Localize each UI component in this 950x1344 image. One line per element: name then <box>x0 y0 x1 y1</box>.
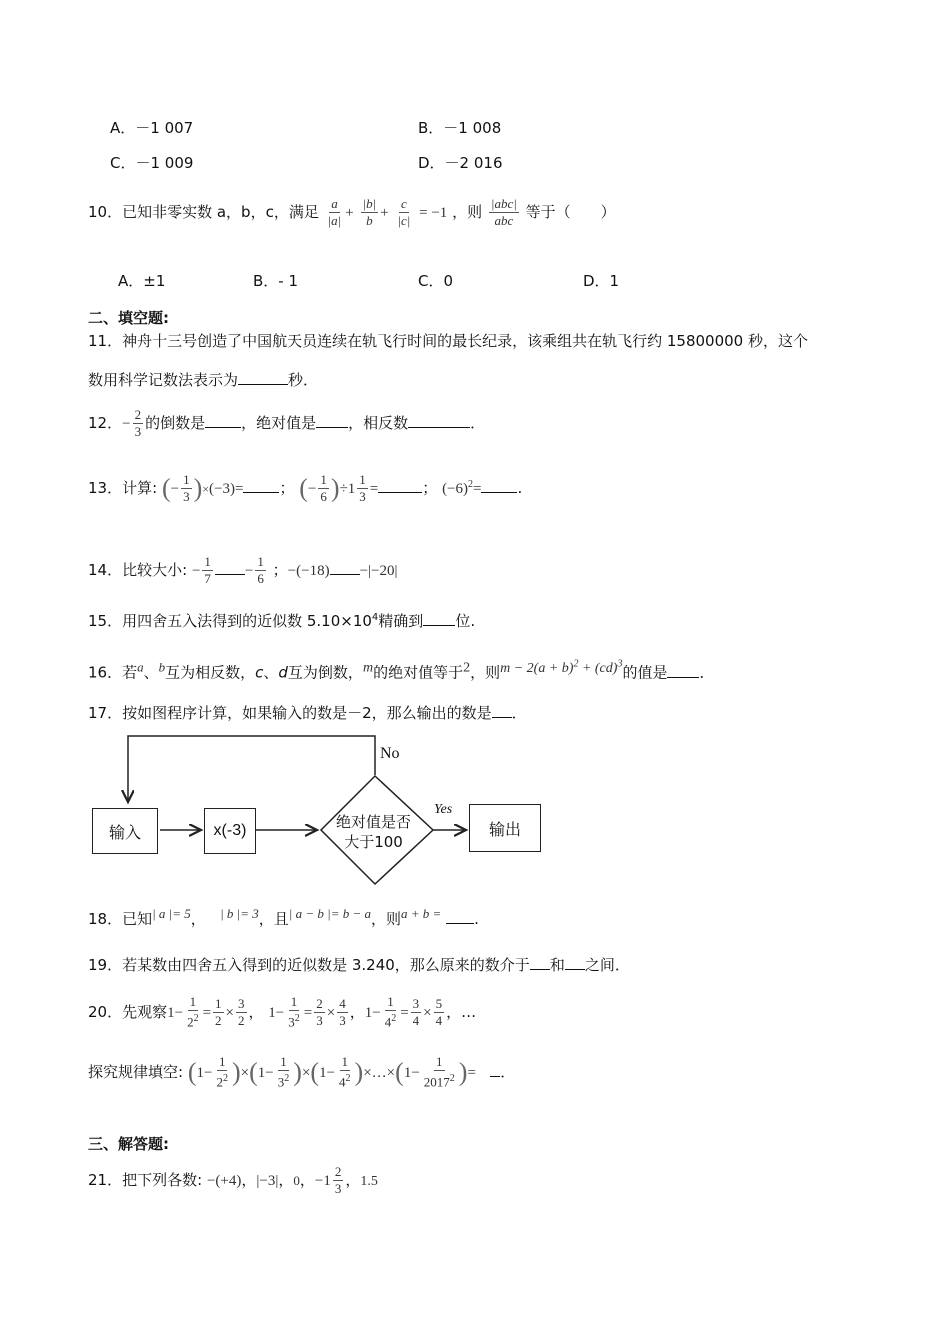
q14-label: 14．比较大小: <box>88 561 188 579</box>
q17-end: ． <box>511 704 527 722</box>
q19-and: 和 <box>549 956 565 974</box>
q13-blank-3 <box>481 478 517 493</box>
q10-option-c: C．0 <box>418 272 454 290</box>
q13-blank-2 <box>378 478 422 493</box>
q16-label: 16．若 <box>88 663 138 682</box>
q20-observe: 20．先观察1− $\frac{1}{2^2}$ = $\frac{1}{2}$ × $\frac{3}{2}$ ， 1− $\frac{1}{3^2}$ = $\frac{2}{3}$ × $\frac{4}{3}$ ，1− $\frac{1}{4^2}$ = $\frac{3}{4}$ × $\frac{5}{4}$ ，… <box>88 994 477 1030</box>
q14-expr-1: −(−18) <box>287 563 330 579</box>
q14-blank-1 <box>215 560 245 575</box>
q10-option-a: A．±1 <box>118 272 166 290</box>
q12-stem: 12．− $\frac{2}{3}$ 的倒数是 ，绝对值是 ，相反数 ． <box>88 407 486 439</box>
q18-label: 18．已知 <box>88 910 153 928</box>
q16-text-3: 的绝对值等于 <box>373 663 464 682</box>
q12-number: 12． <box>88 414 123 432</box>
q18-end: . <box>474 910 479 928</box>
q15-stem <box>88 608 475 631</box>
q9-option-c: C．－1 009 <box>110 154 194 172</box>
q12-reciprocal-text: 的倒数是 <box>145 414 206 432</box>
q21-sep-3: ， <box>299 1171 315 1189</box>
q12-opposite-text: ，相反数 <box>348 414 409 432</box>
q13-end: . <box>517 479 523 497</box>
q17-stem <box>88 703 527 723</box>
flow-no-label: No <box>380 745 400 762</box>
q11-blank <box>238 370 288 385</box>
q18-and: ，且 <box>258 910 289 928</box>
q16-sep: 、 <box>143 663 159 682</box>
section-answer-title: 三、解答题: <box>88 1135 169 1153</box>
q18-then: ，则 <box>371 910 402 928</box>
q20-explore: 探究规律填空: (1− $\frac{1}{2^2}$ )×(1− $\frac{1}{3^2}$ )×(1− $\frac{1}{4^2}$ )×…×(1− $\frac{1}{2017^2}$ )= ． <box>88 1054 516 1090</box>
q13-eq-1: = <box>234 481 244 497</box>
q18-stem: 18．已知| a |= 5， | b |= 3，且| a − b |= b − a，则a + b = . <box>88 906 479 928</box>
q20-sep-1: ， <box>248 1003 264 1021</box>
q17-blank <box>492 703 512 718</box>
q13-semi-1: ； <box>279 479 295 497</box>
q16-text-4: ，则 <box>470 663 501 682</box>
q19-stem <box>88 955 630 975</box>
q9-option-b: B．－1 008 <box>418 119 502 137</box>
q19-end: 之间． <box>584 956 630 974</box>
flow-output-box: 输出 <box>469 804 541 852</box>
q10-fraction-abc: $\frac{\text{|abc|}}{\text{abc}}$ <box>490 196 517 228</box>
q16-text-1: 互为相反数， <box>165 663 256 682</box>
q12-fraction: $\frac{2}{3}$ <box>134 407 142 439</box>
q16-text-2: 互为倒数， <box>287 663 363 682</box>
q11-text: 数用科学记数法表示为 <box>88 371 239 389</box>
q20-label: 20．先观察 <box>88 1003 168 1021</box>
q15-text-3: 位. <box>455 612 476 630</box>
q11-line2 <box>88 370 318 390</box>
q16-text-5: 的值是 <box>622 663 668 682</box>
q20-end: ． <box>500 1063 516 1081</box>
q18-comma-1: ， <box>190 910 206 928</box>
q10-equals: = −1 <box>419 205 448 221</box>
q10-option-d: D．1 <box>583 272 620 290</box>
q9-option-a: A．－1 007 <box>110 119 194 137</box>
q13-eq-3: = <box>473 481 482 497</box>
q14-semi: ； <box>272 561 288 579</box>
q14-fraction-1: $\frac{1}{7}$ <box>204 554 211 586</box>
q13-stem: 13．计算: (− $\frac{1}{3}$ )×(−3)= ； (− $\frac{1}{6}$ )÷1 $\frac{1}{3}$ = ； $(-6)^2=$ . <box>88 472 523 504</box>
q17-flowchart <box>88 728 548 888</box>
q12-blank-1 <box>205 413 241 428</box>
q21-sep-2: ， <box>278 1171 294 1189</box>
q13-fraction-1: $\frac{1}{3}$ <box>183 472 190 504</box>
section-fill-in-title: 二、填空题: <box>88 309 169 327</box>
q19-text: 19．若某数由四舍五入得到的近似数是 3.240，那么原来的数介于 <box>88 956 530 974</box>
q11-unit: 秒． <box>288 371 319 389</box>
q12-abs-text: ，绝对值是 <box>241 414 317 432</box>
q14-stem: 14．比较大小: − $\frac{1}{7}$ − $\frac{1}{6}$ ；−(−18) −|−20| <box>88 554 398 586</box>
q13-divide: ÷1 <box>339 481 356 497</box>
q12-blank-2 <box>316 413 348 428</box>
q15-text-2: 精确到 <box>378 612 424 630</box>
q13-label: 13．计算: <box>88 479 158 497</box>
q13-fraction-3: $\frac{1}{3}$ <box>359 472 366 504</box>
q20-sep-2: ， <box>349 1003 365 1021</box>
q14-blank-2 <box>330 560 360 575</box>
q20-equals: = <box>467 1065 476 1081</box>
q10-fraction-c: $\frac{c}{|c|}$ <box>397 196 411 228</box>
q11-line1: 11．神舟十三号创造了中国航天员连续在轨飞行时间的最长纪录，该乘组共在轨飞行约 15800000 秒，这个 <box>88 332 808 350</box>
flow-condition-line-1: 绝对值是否 <box>336 813 412 831</box>
q19-blank-1 <box>530 955 550 970</box>
q10-suffix: 等于（ ） <box>525 203 616 221</box>
q10-fraction-b: $\frac{|b|}{b}$ <box>362 196 377 228</box>
q20-blank <box>490 1062 500 1077</box>
q10-fraction-a: $\frac{a}{|a|}$ <box>327 196 342 228</box>
q16-end: ． <box>699 663 715 682</box>
q10-then: ，则 <box>452 203 483 221</box>
flow-yes-label: Yes <box>434 802 453 817</box>
q16-blank <box>667 663 699 678</box>
q15-text: 15．用四舍五入法得到的近似数 5.10×10 <box>88 612 372 630</box>
flow-operation-box: x(-3) <box>204 808 256 854</box>
q18-blank <box>446 909 474 924</box>
q21-label: 21．把下列各数: <box>88 1171 203 1189</box>
q13-fraction-2: $\frac{1}{6}$ <box>320 472 327 504</box>
q12-blank-3 <box>408 413 470 428</box>
q17-text: 17．按如图程序计算，如果输入的数是－2，那么输出的数是 <box>88 704 492 722</box>
q13-times: × <box>202 482 210 496</box>
q14-fraction-2: $\frac{1}{6}$ <box>257 554 264 586</box>
q10-option-b: B．- 1 <box>253 272 299 290</box>
q16-stem: 16．若a、b互为相反数，c、d互为倒数，m的绝对值等于2，则$m - 2(a + b)^2 + (cd)^3$的值是 ． <box>88 658 715 682</box>
q13-semi-2: ； <box>422 479 438 497</box>
q9-option-d: D．－2 016 <box>418 154 503 172</box>
flow-condition-text <box>336 812 411 852</box>
q20-explore-label: 探究规律填空: <box>88 1063 184 1081</box>
q19-blank-2 <box>565 955 585 970</box>
q10-prefix: 10．已知非零实数 a，b，c，满足 <box>88 203 319 221</box>
q12-end: ． <box>470 414 486 432</box>
q10-stem: 10．已知非零实数 a，b，c，满足 $\frac{a}{|a|}$ + $\frac{|b|}{b}$ + $\frac{c}{|c|}$ = −1 ，则 $\frac{\text{|abc|}}{\text{abc}}$ 等于（ ） <box>88 196 616 228</box>
q14-expr-2: −|−20| <box>359 563 398 579</box>
loop-back-line <box>128 736 375 802</box>
q21-sep-1: ， <box>241 1171 257 1189</box>
q21-stem: 21．把下列各数: −(+4)，|−3|，0，−1 $\frac{2}{3}$ ，1.5 <box>88 1164 378 1196</box>
q20-dots: ，… <box>446 1003 477 1021</box>
q13-eq-2: = <box>369 481 379 497</box>
q13-blank-1 <box>243 478 279 493</box>
flow-condition-line-2: 大于100 <box>344 833 403 851</box>
flow-input-box: 输入 <box>92 808 158 854</box>
q21-sep-4: ， <box>345 1171 361 1189</box>
q15-blank <box>423 611 455 626</box>
q15-exponent: 4 <box>371 612 379 623</box>
